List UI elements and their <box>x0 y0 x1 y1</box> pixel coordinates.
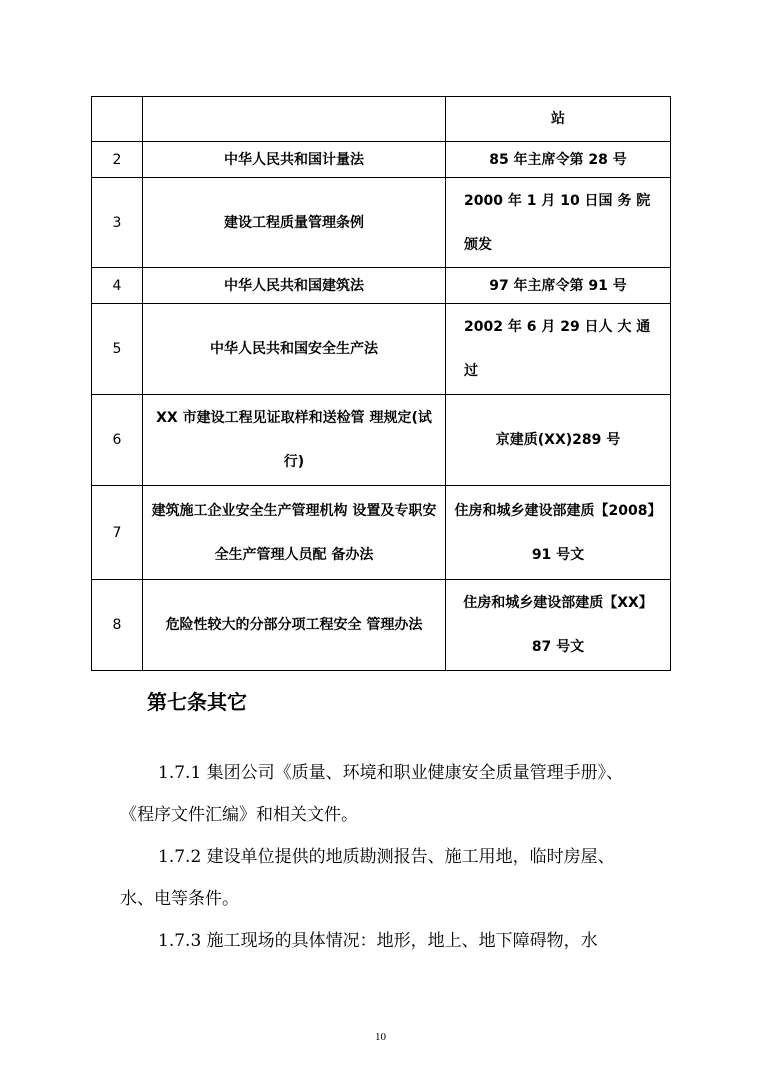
row-number: 8 <box>92 580 143 671</box>
regulation-name: 中华人民共和国建筑法 <box>143 268 446 304</box>
table-row <box>92 178 671 268</box>
regulation-name: 中华人民共和国计量法 <box>143 142 446 178</box>
regulation-name: 建筑施工企业安全生产管理机构 设置及专职安全生产管理人员配 备办法 <box>143 486 446 580</box>
row-number: 6 <box>92 395 143 486</box>
regulation-name: 危险性较大的分部分项工程安全 管理办法 <box>143 580 446 671</box>
document-number: 97 年主席令第 91 号 <box>446 268 671 304</box>
document-number: 住房和城乡建设部建质【XX】87 号文 <box>446 580 671 671</box>
paragraph: 1.7.2 建设单位提供的地质勘测报告、施工用地，临时房屋、水、电等条件。 <box>120 847 615 909</box>
table-row <box>92 304 671 395</box>
row-number: 3 <box>92 178 143 268</box>
document-number: 2002 年 6 月 29 日人 大 通过 <box>446 304 671 395</box>
regulation-name <box>143 97 446 142</box>
regulation-name: 中华人民共和国安全生产法 <box>143 304 446 395</box>
document-number: 站 <box>446 97 671 142</box>
paragraph: 1.7.3 施工现场的具体情况：地形，地上、地下障碍物，水 <box>158 931 598 951</box>
table-row <box>92 268 671 304</box>
table-row <box>92 580 671 671</box>
section-heading: 第七条其它 <box>147 690 247 714</box>
document-number: 85 年主席令第 28 号 <box>446 142 671 178</box>
table-row <box>92 97 671 142</box>
document-number: 2000 年 1 月 10 日国 务 院颁发 <box>446 178 671 268</box>
table-row <box>92 142 671 178</box>
table-row <box>92 395 671 486</box>
row-number: 5 <box>92 304 143 395</box>
regulations-table <box>91 96 671 671</box>
table-row <box>92 486 671 580</box>
regulation-name: 建设工程质量管理条例 <box>143 178 446 268</box>
document-number: 京建质(XX)289 号 <box>446 395 671 486</box>
row-number: 2 <box>92 142 143 178</box>
page-number: 10 <box>375 1031 386 1043</box>
row-number <box>92 97 143 142</box>
regulation-name: XX 市建设工程见证取样和送检管 理规定(试行) <box>143 395 446 486</box>
document-number: 住房和城乡建设部建质【2008】91 号文 <box>446 486 671 580</box>
row-number: 4 <box>92 268 143 304</box>
paragraph: 1.7.1 集团公司《质量、环境和职业健康安全质量管理手册》、《程序文件汇编》和相关文件。 <box>120 763 624 825</box>
row-number: 7 <box>92 486 143 580</box>
